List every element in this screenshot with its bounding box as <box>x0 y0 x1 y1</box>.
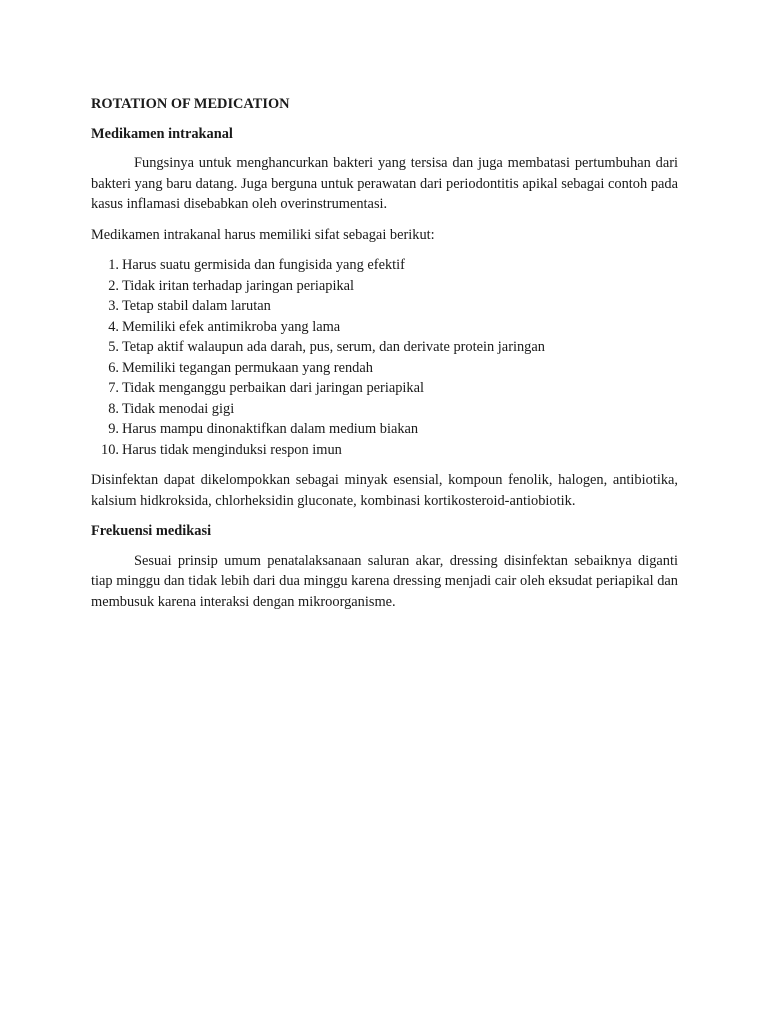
list-item-number: 9. <box>108 421 119 437</box>
list-item-text: Harus tidak menginduksi respon imun <box>122 441 342 458</box>
list-item-number: 6. <box>108 359 119 376</box>
list-item <box>91 255 678 276</box>
list-item-text: Tidak menganggu perbaikan dari jaringan periapikal <box>122 380 424 396</box>
list-item-number: 4. <box>108 318 119 335</box>
list-item <box>91 419 678 440</box>
paragraph-disinfectant-groups: Disinfektan dapat dikelompokkan sebagai minyak esensial, kompoun fenolik, halogen, antibiotika, kalsium hidkroksida, chlorheksidin gluconate, kombinasi kortikosteroid-antiobiotik. <box>91 472 678 509</box>
list-item-text: Tidak iritan terhadap jaringan periapikal <box>122 277 355 294</box>
paragraph-function: Fungsinya untuk menghancurkan bakteri yang tersisa dan juga membatasi pertumbuhan dari bakteri yang baru datang. Juga berguna untuk perawatan dari periodontitis apikal sebagai contoh pada kasus inflamasi disebabkan oleh overinstrumentasi. <box>91 155 678 212</box>
list-item-text: Memiliki tegangan permukaan yang rendah <box>122 359 373 376</box>
document-title: ROTATION OF MEDICATION <box>91 96 290 112</box>
section-heading-frekuensi-medikasi: Frekuensi medikasi <box>91 523 212 539</box>
list-item <box>91 317 678 338</box>
section-heading-medikamen-intrakanal: Medikamen intrakanal <box>91 125 233 142</box>
list-item-number: 1. <box>108 257 119 273</box>
list-item-text: Harus suatu germisida dan fungisida yang efektif <box>122 257 405 273</box>
document-page <box>91 94 678 622</box>
list-item <box>91 378 678 399</box>
paragraph-properties-intro: Medikamen intrakanal harus memiliki sifat sebagai berikut: <box>91 226 435 243</box>
list-item-number: 3. <box>108 298 119 314</box>
list-item-number: 10. <box>101 441 119 458</box>
list-item <box>91 276 678 297</box>
list-item <box>91 296 678 317</box>
list-item-text: Tetap stabil dalam larutan <box>122 298 271 314</box>
properties-list <box>91 255 678 460</box>
list-item-number: 2. <box>108 277 119 294</box>
list-item-text: Harus mampu dinonaktifkan dalam medium biakan <box>122 421 419 437</box>
list-item-text: Tidak menodai gigi <box>122 400 235 417</box>
paragraph-frequency: Sesuai prinsip umum penatalaksanaan saluran akar, dressing disinfektan sebaiknya diganti tiap minggu dan tidak lebih dari dua minggu karena dressing menjadi cair oleh eksudat periapikal dan membusuk karena interaksi dengan mikroorganisme. <box>91 552 678 610</box>
list-item-number: 8. <box>108 400 119 417</box>
list-item <box>91 399 678 420</box>
list-item-number: 5. <box>108 339 119 355</box>
list-item-text: Tetap aktif walaupun ada darah, pus, serum, dan derivate protein jaringan <box>122 339 545 355</box>
list-item-text: Memiliki efek antimikroba yang lama <box>122 318 341 335</box>
list-item <box>91 358 678 379</box>
list-item-number: 7. <box>108 380 119 396</box>
list-item <box>91 440 678 461</box>
list-item <box>91 337 678 358</box>
